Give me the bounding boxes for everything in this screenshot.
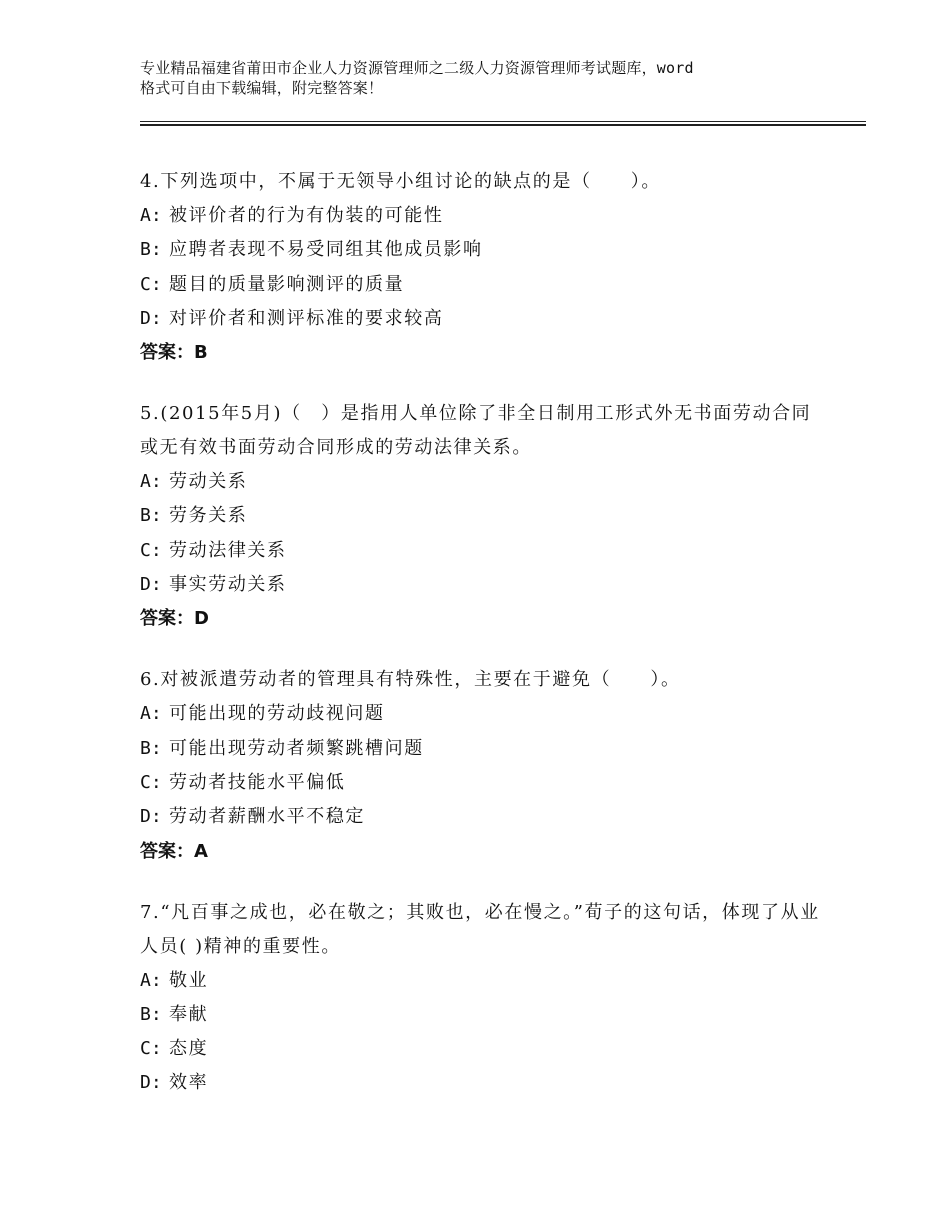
option-text: 劳动关系 (169, 471, 248, 493)
option-text: 事实劳动关系 (169, 574, 287, 596)
option-letter: C: (140, 539, 162, 561)
question-text: 6.对被派遣劳动者的管理具有特殊性，主要在于避免（ ）。 (140, 669, 681, 691)
question-7 (140, 896, 820, 1101)
header-divider-thick (140, 124, 866, 126)
option-text: 应聘者表现不易受同组其他成员影响 (169, 239, 483, 261)
option-c (140, 534, 820, 568)
option-letter: A: (140, 205, 162, 226)
option-letter: C: (140, 273, 162, 295)
question-6 (140, 663, 820, 868)
question-5 (140, 397, 820, 636)
answer: 答案：A (140, 840, 208, 862)
option-text: 被评价者的行为有伪装的可能性 (169, 205, 444, 226)
option-text: 劳动法律关系 (169, 539, 287, 561)
option-text: 题目的质量影响测评的质量 (169, 273, 405, 295)
option-letter: B: (140, 239, 162, 261)
option-d (140, 1066, 820, 1100)
question-4 (140, 165, 820, 370)
option-a (140, 697, 820, 731)
option-text: 劳动者技能水平偏低 (169, 771, 346, 793)
option-b (140, 998, 820, 1032)
header-title-line-2: 格式可自由下载编辑，附完整答案！ (140, 79, 384, 97)
option-letter: A: (140, 969, 162, 991)
header-title-line-1: 专业精品福建省莆田市企业人力资源管理师之二级人力资源管理师考试题库，word (140, 59, 694, 77)
option-text: 劳务关系 (169, 505, 248, 527)
answer: 答案：D (140, 608, 209, 630)
option-c (140, 1032, 820, 1066)
answer: 答案：B (140, 342, 208, 364)
question-text: 5.(2015年5月)（ ）是指用人单位除了非全日制用工形式外无书面劳动合同或无有效书面劳动合同形成的劳动法律关系。 (140, 403, 812, 459)
option-c (140, 766, 820, 800)
option-a (140, 465, 820, 499)
question-list (140, 165, 820, 1128)
question-text: 4.下列选项中，不属于无领导小组讨论的缺点的是（ ）。 (140, 171, 661, 192)
document-header (140, 58, 840, 98)
option-b (140, 732, 820, 766)
option-letter: D: (140, 1072, 162, 1094)
option-text: 可能出现劳动者频繁跳槽问题 (169, 737, 424, 759)
option-letter: B: (140, 1003, 162, 1025)
option-text: 对评价者和测评标准的要求较高 (169, 307, 444, 329)
option-text: 劳动者薪酬水平不稳定 (169, 806, 366, 828)
option-a (140, 199, 820, 233)
option-letter: B: (140, 737, 162, 759)
option-d (140, 568, 820, 602)
option-letter: B: (140, 505, 162, 527)
header-divider-thin (140, 121, 866, 122)
option-text: 奉献 (169, 1003, 209, 1025)
option-text: 敬业 (169, 969, 209, 991)
option-letter: D: (140, 307, 162, 329)
option-d (140, 302, 820, 336)
option-letter: D: (140, 574, 162, 596)
option-letter: C: (140, 771, 162, 793)
option-text: 效率 (169, 1072, 209, 1094)
option-c (140, 268, 820, 302)
option-letter: C: (140, 1038, 162, 1060)
option-b (140, 233, 820, 267)
option-text: 可能出现的劳动歧视问题 (169, 703, 385, 725)
option-letter: A: (140, 703, 162, 725)
option-letter: A: (140, 471, 162, 493)
option-d (140, 800, 820, 834)
option-a (140, 964, 820, 998)
option-b (140, 499, 820, 533)
option-letter: D: (140, 806, 162, 828)
option-text: 态度 (169, 1038, 209, 1060)
question-text: 7.“凡百事之成也，必在敬之；其败也，必在慢之。”荀子的这句话，体现了从业人员( )精神的重要性。 (140, 901, 820, 957)
